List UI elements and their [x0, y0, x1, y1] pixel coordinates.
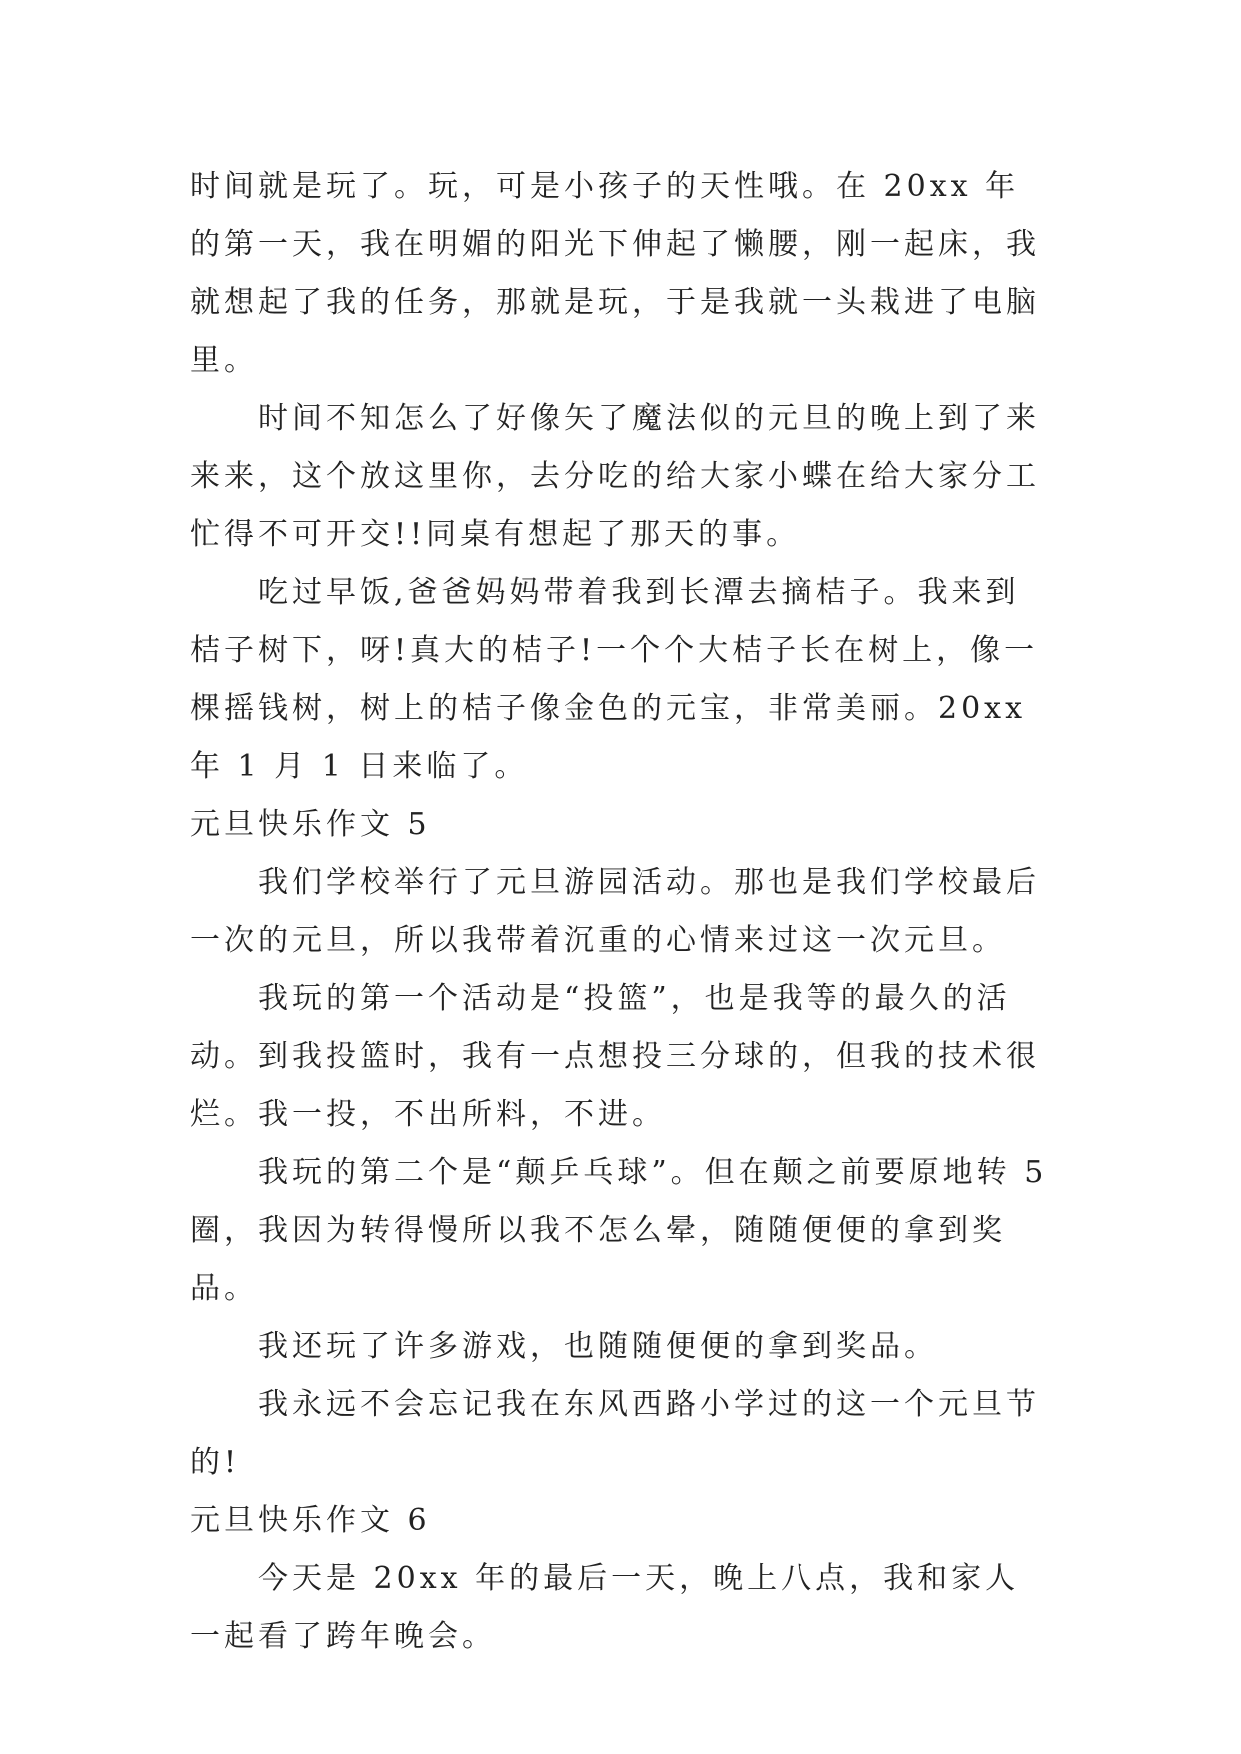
paragraph: 我玩的第二个是“颠乒乓球”。但在颠之前要原地转 5 圈，我因为转得慢所以我不怎么晕，随随便便的拿到奖品。: [190, 1155, 1048, 1306]
paragraph: 今天是 20xx 年的最后一天，晚上八点，我和家人一起看了跨年晚会。: [190, 1561, 1020, 1654]
section-heading: 元旦快乐作文 5: [190, 807, 431, 842]
section-heading: 元旦快乐作文 6: [190, 1503, 431, 1538]
paragraph: 我还玩了许多游戏，也随随便便的拿到奖品。: [258, 1329, 938, 1364]
paragraph: 时间不知怎么了好像矢了魔法似的元旦的晚上到了来来来，这个放这里你，去分吃的给大家小蝶在给大家分工忙得不可开交!!同桌有想起了那天的事。: [190, 401, 1040, 552]
paragraph: 我永远不会忘记我在东风西路小学过的这一个元旦节的!: [190, 1387, 1040, 1480]
paragraph: 吃过早饭,爸爸妈妈带着我到长潭去摘桔子。我来到桔子树下，呀!真大的桔子!一个个大桔子长在树上，像一棵摇钱树，树上的桔子像金色的元宝，非常美丽。20xx 年 1 月 1 日来临了。: [190, 575, 1039, 784]
paragraph: 时间就是玩了。玩，可是小孩子的天性哦。在 20xx 年的第一天，我在明媚的阳光下伸起了懒腰，刚一起床，我就想起了我的任务，那就是玩，于是我就一头栽进了电脑里。: [190, 169, 1040, 378]
paragraph: 我们学校举行了元旦游园活动。那也是我们学校最后一次的元旦，所以我带着沉重的心情来过这一次元旦。: [190, 865, 1040, 958]
document-page: [190, 158, 1050, 1666]
paragraph: 我玩的第一个活动是“投篮”，也是我等的最久的活动。到我投篮时，我有一点想投三分球的，但我的技术很烂。我一投，不出所料，不进。: [190, 981, 1040, 1132]
